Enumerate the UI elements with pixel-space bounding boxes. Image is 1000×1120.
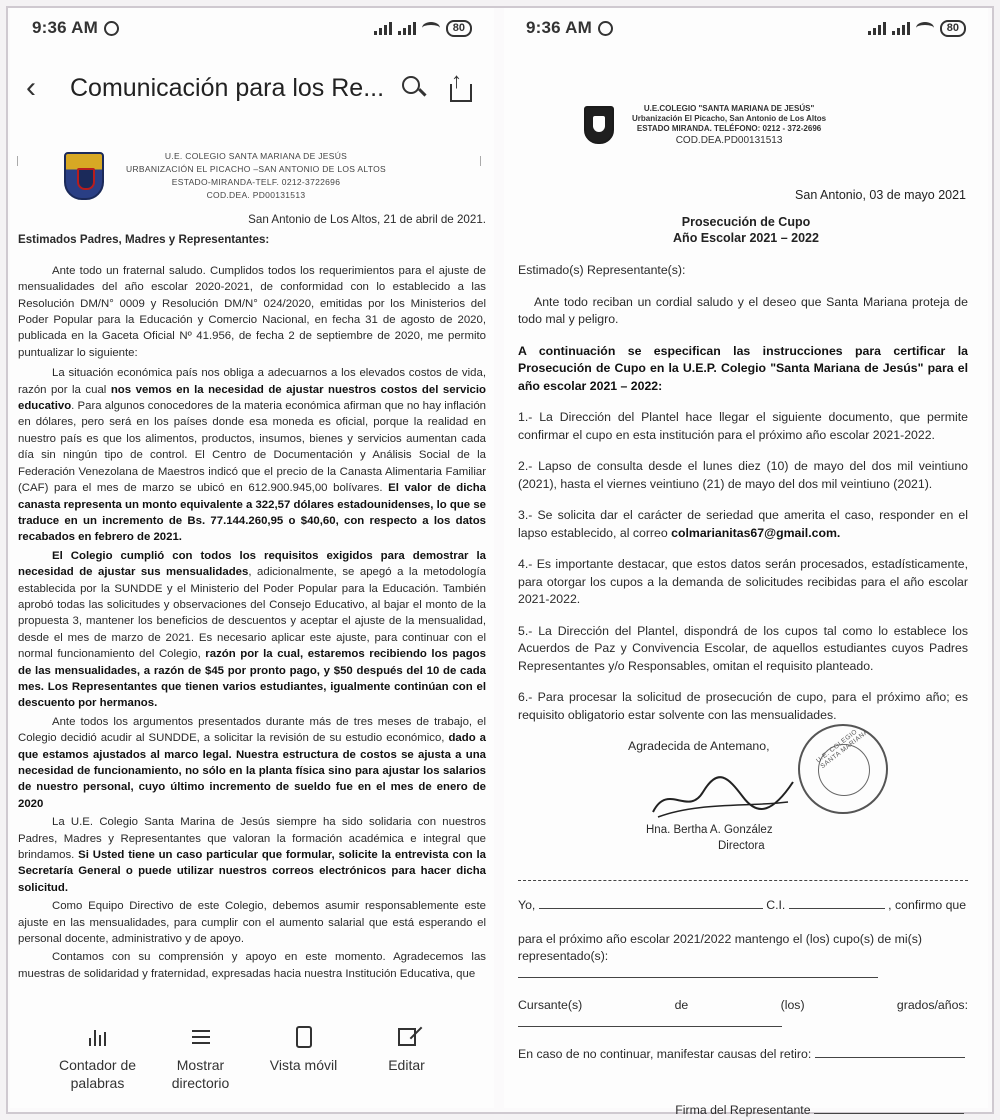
instruction-item: 5.- La Dirección del Plantel, dispondrá de los cupos tal como lo establece los Acuerdos de Paz y Convivencia Escolar, de aquellos estudiantes cuyos Padres Representantes y/o Responsables, omitan el requisito planteado. — [518, 623, 968, 673]
document-title: Comunicación para los Re... — [70, 73, 385, 102]
paragraph: Ante todo un fraternal saludo. Cumplidos todos los requerimientos para el ajuste de mensualidades del año escolar 2020-2021, de conformidad con lo establecido a las Resolución DM/N° 0009 y Resolución DM/N° 024/2020, emitidas por los Ministerios del Poder Popular para la Educación y Comercio Nacional, en fecha 31 de agosto de 2020, publicada en la Gaceta Oficial Nº 41.956, de fecha 2 de septiembre de 2020, me permito puntualizar lo siguiente: — [18, 264, 486, 359]
school-crest-icon — [584, 106, 614, 144]
letter-date: San Antonio, 03 de mayo 2021 — [795, 188, 966, 202]
paragraph: Ante todo reciban un cordial saludo y el deseo que Santa Mariana proteja de todo mal y peligro. — [518, 294, 968, 326]
cut-line — [518, 880, 968, 881]
instruction-item: 1.- La Dirección del Plantel hace llegar el siguiente documento, que permite confirmar el cupo en esta institución para el próximo año escolar 2021-2022. — [518, 410, 968, 442]
edit-icon — [398, 1028, 416, 1046]
list-icon — [192, 1030, 210, 1044]
school-crest-icon — [64, 152, 104, 200]
share-icon[interactable] — [442, 70, 478, 106]
signer-role: Directora — [718, 840, 765, 852]
form-line-represented: representado(s): — [518, 948, 968, 983]
letterhead-line: U.E.COLEGIO "SANTA MARIANA DE JESÚS" — [643, 104, 815, 113]
signature-block — [518, 724, 968, 874]
letter-subtitle: Año Escolar 2021 – 2022 — [673, 231, 819, 245]
back-arrow-icon[interactable]: ‹ — [26, 71, 36, 104]
letter-body — [504, 262, 988, 1119]
letterhead-line: COD.DEA. PD00131513 — [206, 190, 306, 200]
signer-name: Hna. Bertha A. González — [646, 824, 773, 836]
school-letterhead — [584, 104, 988, 146]
letter-title: Prosecución de Cupo — [681, 215, 811, 229]
instruction-item: 2.- Lapso de consulta desde el lunes diez (10) de mayo del dos mil veintiuno (2021), hasta el viernes veintiuno (21) de mayo del dos mil veintiuno (2021). — [518, 459, 968, 491]
letterhead-line: U.E. COLEGIO SANTA MARIANA DE JESÚS — [164, 151, 348, 161]
signal-icon — [374, 21, 392, 35]
status-time: 9:36 AM — [526, 18, 592, 37]
status-bar — [504, 8, 988, 48]
battery-icon: 80 — [940, 20, 966, 37]
name-field[interactable] — [539, 908, 763, 909]
paragraph: Como Equipo Directivo de este Colegio, debemos asumir responsablemente este ajuste en las mensualidades, para cumplir con el aumento salarial que está esperando el personal docente, administrativo y de apoyo. — [18, 900, 486, 946]
phone-icon — [296, 1026, 312, 1048]
bottom-toolbar — [10, 1018, 494, 1108]
thanks-text: Agradecida de Antemano, — [628, 739, 770, 753]
wifi-icon — [916, 22, 934, 34]
letterhead-line: Urbanización El Picacho, San Antonio de Los Altos — [632, 114, 827, 123]
letter-date: San Antonio de Los Altos, 21 de abril de 2021. — [248, 213, 486, 226]
letter-greeting: Estimados Padres, Madres y Representantes: — [18, 233, 270, 247]
word-count-button[interactable] — [53, 1018, 143, 1108]
instruction-item: 3.- Se solicita dar el carácter de seriedad que amerita el caso, responder en el lapso establecido, al correo colmarianitas67@gmail.com. — [518, 508, 968, 540]
paragraph: La situación económica país nos obliga a adecuarnos a los elevados costos de vida, razón por la cual nos vemos en la necesidad de ajustar nuestros costos del servicio educativo. Para algunos conocedores de la materia económica afirman que no hay inflación en dólares, pero será en los países donde esa moneda es oficial, porque la realidad en nuestro país es que los alimentos, productos, insumos, bienes y servicios aumentan cada día sin ningún tipo de control. El Centro de Documentación y Análisis Social de la Federación Venezolana de Maestros indicó que el precio de la Canasta Alimentaria Familiar (CAF) para el mes de marzo se ubicó en 612.900.945,00 bolívares. El valor de dicha canasta representa un monto equivalente a 322,57 dólares estadounidenses, lo que se traduce en un incremento de Bs. 77.144.260,95 o $40,60, con respecto a los datos recabados en febrero de 2021. — [18, 367, 486, 544]
battery-icon: 80 — [446, 20, 472, 37]
show-directory-label: Mostrar directorio — [171, 1057, 230, 1091]
school-letterhead — [64, 150, 486, 202]
letterhead-line: ESTADO-MIRANDA-TELF. 0212-3722696 — [171, 177, 341, 187]
signal-icon — [892, 21, 910, 35]
whatsapp-icon — [598, 21, 613, 36]
paragraph: A continuación se especifican las instrucciones para certificar la Prosecución de Cupo en la U.E.P. Colegio "Santa Mariana de Jesús" para el año escolar 2021 – 2022: — [518, 343, 968, 393]
paragraph: Contamos con su comprensión y apoyo en este momento. Agradecemos las muestras de solidaridad y fraternidad, expresadas hacia nuestra Institución Educativa, que — [18, 951, 486, 980]
email-link[interactable]: colmarianitas67@gmail.com. — [671, 525, 841, 540]
letter-greeting: Estimado(s) Representante(s): — [518, 263, 686, 277]
signature-field[interactable] — [814, 1113, 964, 1114]
paragraph: El Colegio cumplió con todos los requisitos exigidos para demostrar la necesidad de ajustar sus mensualidades, adicionalmente, se apegó a la metodología establecida por la SUNDDE y el Ministerio del Poder Popular para la Educación. También aprobó todas las solicitudes y observaciones del Consejo Educativo, al bajar el monto de la propuesta 3, mantener los beneficios de descuentos y aceptar el ajuste de la mensualidad, desde el mes de marzo de 2021. Es necesario aplicar este ajuste, para continuar con el normal funcionamiento del Colegio, razón por la cual, estaremos recibiendo los pagos de las mensualidades, a razón de $45 por pronto pago, y $50 después del 10 de cada mes. Los Representantes que tienen varios estudiantes, igualmente continúan con el descuento por hermanos. — [18, 549, 486, 710]
status-bar — [10, 8, 494, 48]
right-phone-screen — [504, 8, 988, 1117]
form-line-retiro: En caso de no continuar, manifestar causas del retiro: — [518, 1046, 968, 1064]
letterhead-code: COD.DEA.PD00131513 — [675, 135, 783, 146]
form-line-firma: Firma del Representante — [518, 1102, 968, 1120]
crop-mark — [480, 156, 490, 166]
signal-icon — [868, 21, 886, 35]
paragraph: La U.E. Colegio Santa Marina de Jesús siempre ha sido solidaria con nuestros Padres, Madres y Representantes que valoran la formación académica e integral que brindamos. Si Usted tiene un caso particular que formular, solicite la entrevista con la Secretaría General o puede utilizar nuestros correos electrónicos para hacer dicha solicitud. — [18, 816, 487, 894]
edit-button[interactable] — [362, 1018, 452, 1108]
app-bar — [10, 48, 494, 128]
ci-field[interactable] — [789, 908, 885, 909]
school-stamp-icon: U.E. COLEGIO SANTA MARIANA — [798, 724, 888, 814]
represented-field[interactable] — [518, 977, 878, 978]
left-phone-screen — [10, 8, 494, 1108]
retiro-field[interactable] — [815, 1057, 965, 1058]
form-line-name: Yo, C.I. , confirmo que — [518, 898, 967, 912]
status-time: 9:36 AM — [32, 18, 98, 37]
letterhead-line: ESTADO MIRANDA. TELÉFONO: 0212 - 372-2696 — [636, 124, 822, 133]
signal-icon — [398, 21, 416, 35]
instruction-item: 4.- Es importante destacar, que estos datos serán procesados, estadísticamente, para otorgar los cupos a la demanda de solicitudes recibidas para el año escolar 2021-2022. — [518, 557, 968, 606]
letterhead-line: URBANIZACIÓN EL PICACHO –SAN ANTONIO DE LOS ALTOS — [126, 164, 387, 174]
whatsapp-icon — [104, 21, 119, 36]
document-page — [10, 150, 494, 982]
bar-chart-icon — [89, 1028, 106, 1046]
signature-icon — [648, 772, 798, 822]
show-directory-button[interactable] — [156, 1018, 246, 1108]
paragraph: Ante todos los argumentos presentados durante más de tres meses de trabajo, el Colegio decidió acudir al SUNDDE, a solicitar la revisión de su estudio económico, dado a que estamos ajustados al marco legal. Nuestra estructura de costos se ajusta a una necesidad de funcionamiento, no sólo en la planta física sino para ajustar los salarios de nuestro personal, cuyo último incremento de sueldo fue en el mes de enero de 2020 — [18, 715, 486, 810]
mobile-view-label: Vista móvil — [269, 1057, 338, 1073]
form-line-grades: Cursante(s) de (los) grados/años: — [518, 997, 968, 1032]
grades-field[interactable] — [518, 1026, 782, 1027]
search-icon[interactable] — [396, 70, 432, 106]
edit-label: Editar — [388, 1057, 425, 1073]
word-count-label: Contador de palabras — [58, 1057, 137, 1091]
instruction-item: 6.- Para procesar la solicitud de prosecución de cupo, para el próximo año; es requisito obligatorio estar solvente con las mensualidades. — [518, 690, 968, 722]
crop-mark — [8, 156, 18, 166]
form-statement: para el próximo año escolar 2021/2022 mantengo el (los) cupo(s) de mi(s) — [518, 931, 922, 946]
mobile-view-button[interactable] — [259, 1018, 349, 1108]
wifi-icon — [422, 22, 440, 34]
